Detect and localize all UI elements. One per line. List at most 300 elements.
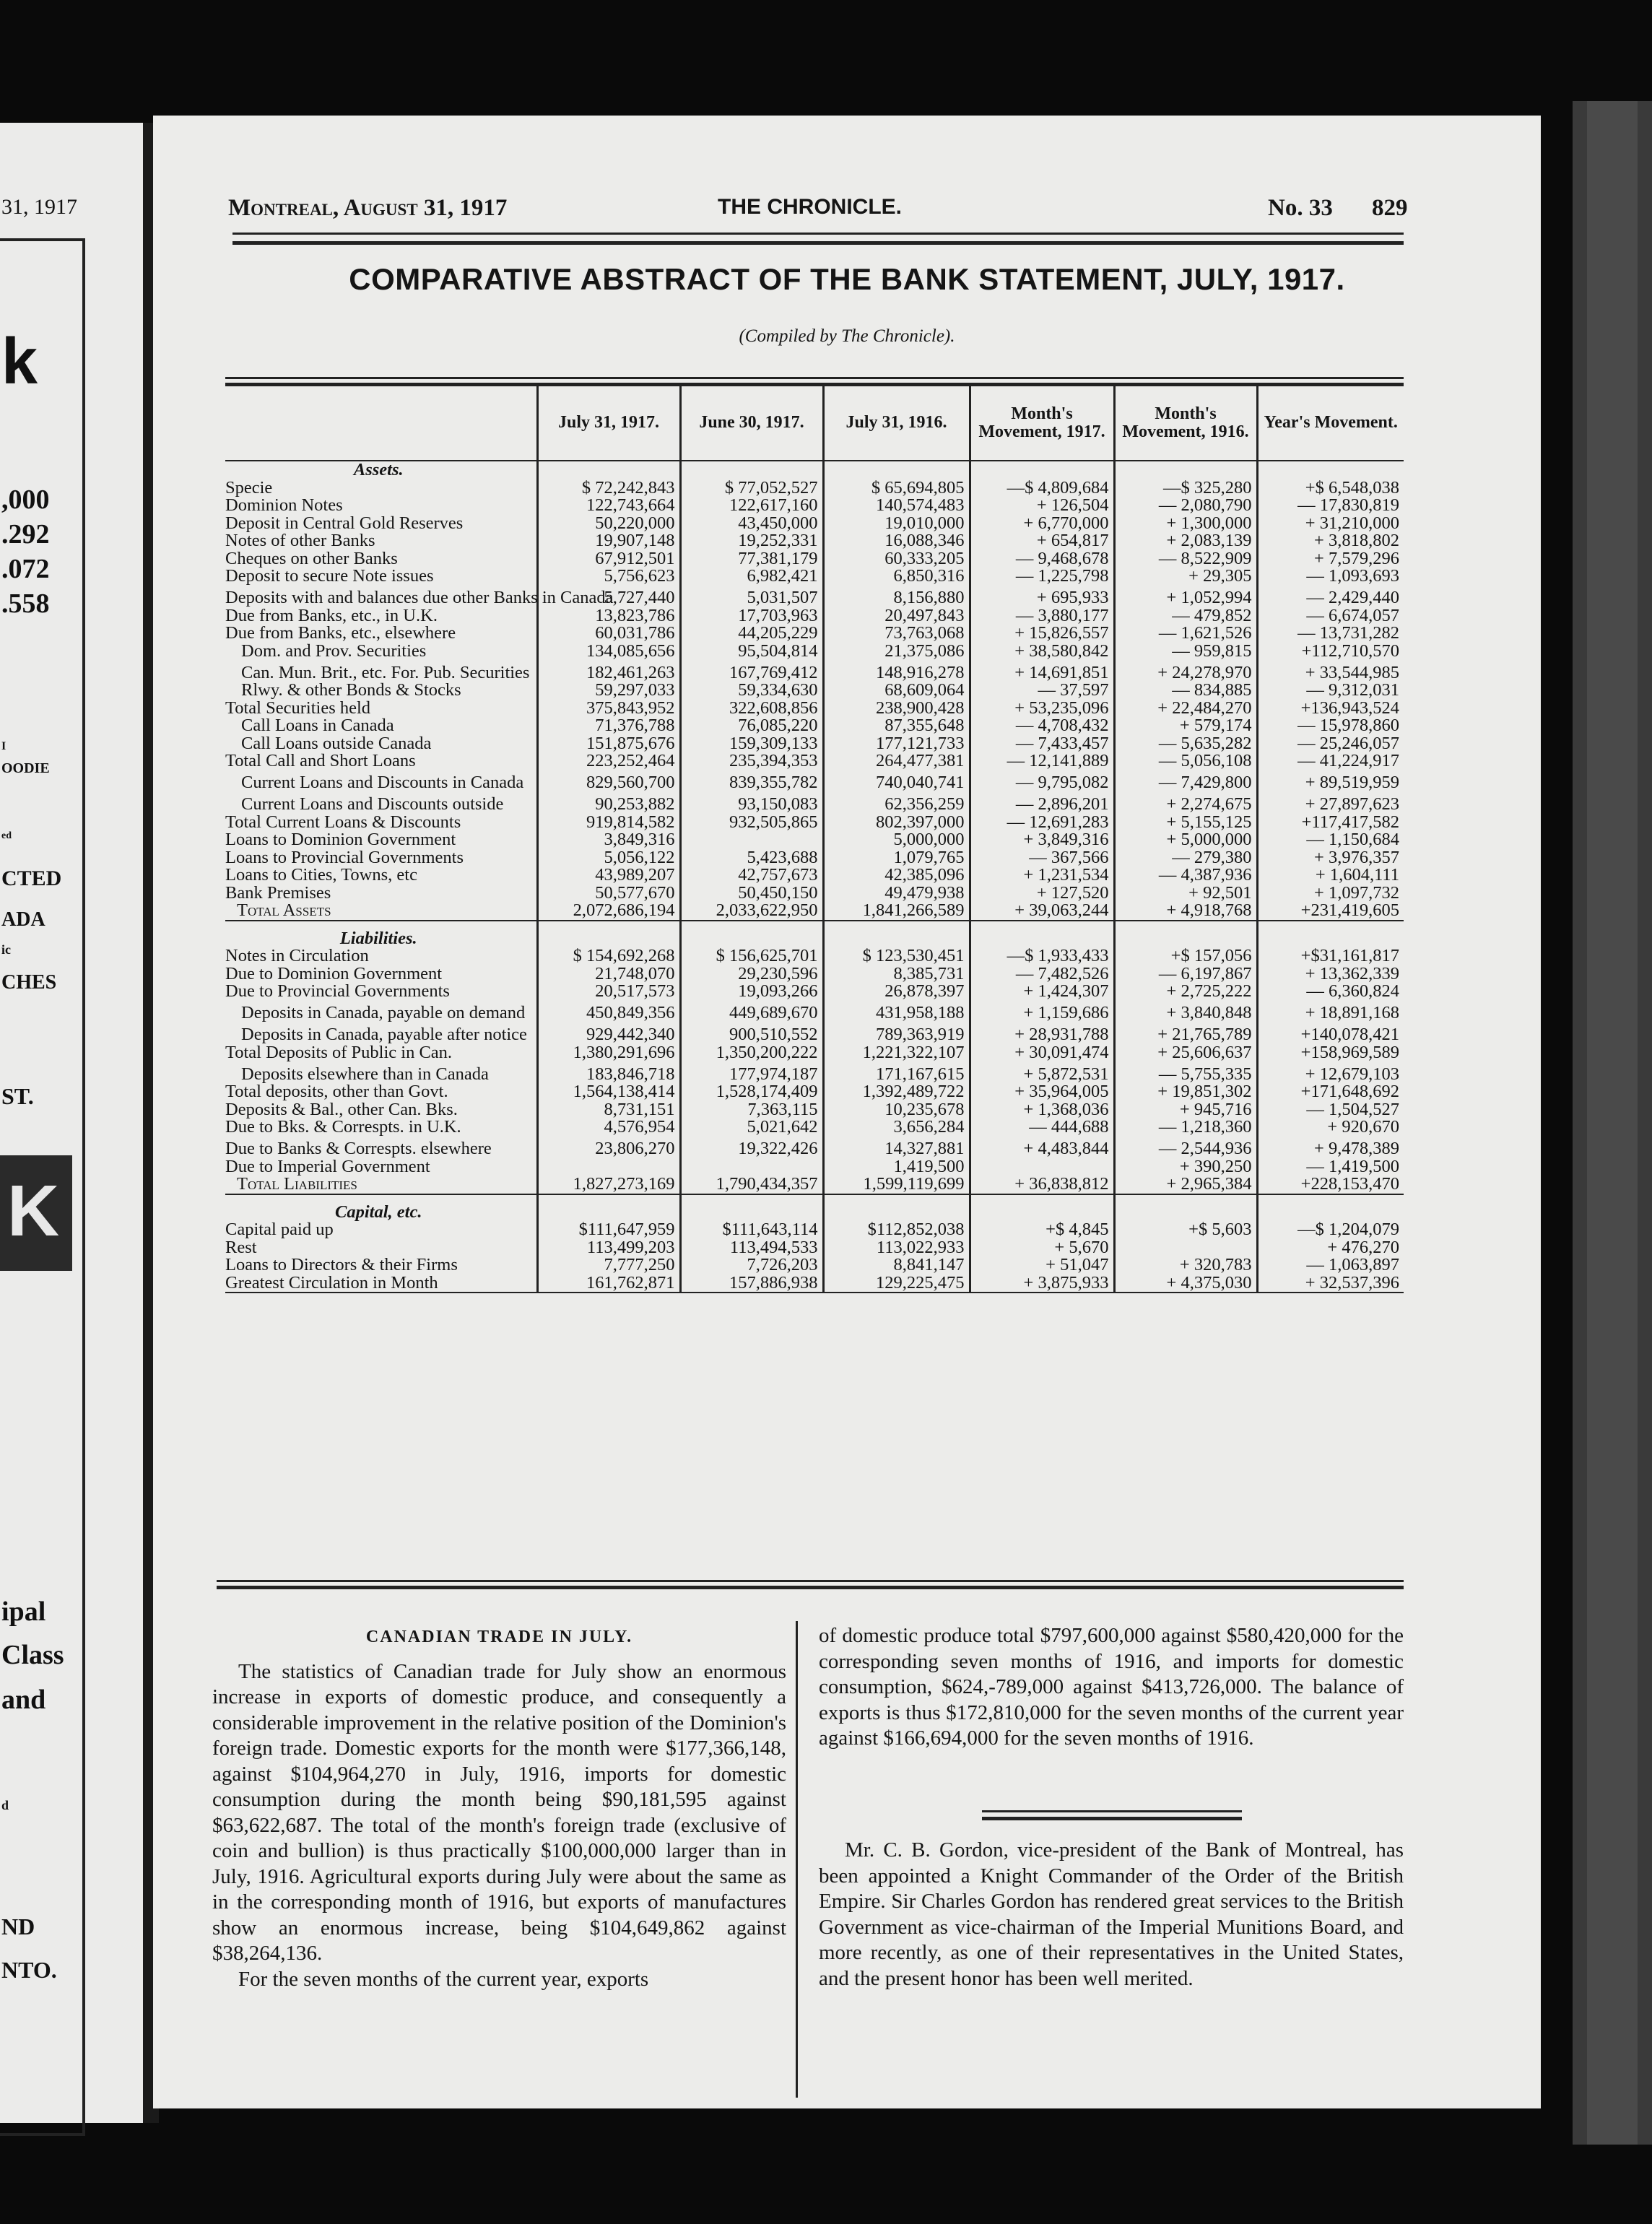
left-page-fragment: and [1,1685,46,1715]
table-cell: 161,762,871 [537,1274,680,1293]
table-cell: +$ 5,603 [1114,1221,1257,1239]
column-header: July 31, 1916. [823,386,970,461]
table-cell [823,921,970,930]
table-cell: 113,022,933 [823,1239,970,1257]
table-cell: 1,079,765 [823,849,970,867]
row-label: Loans to Dominion Government [225,830,456,849]
table-row [225,1001,1404,1022]
table-cell: — 25,246,057 [1257,735,1404,753]
table-cell: 159,309,133 [680,735,823,753]
table-row [225,947,1404,965]
table-cell: 95,504,814 [680,643,823,661]
table-row [225,1176,1404,1194]
table-cell: $ 123,530,451 [823,947,970,965]
table-cell: + 2,274,675 [1114,792,1257,814]
table-cell: — 2,080,790 [1114,497,1257,515]
table-cell: $112,852,038 [823,1221,970,1239]
left-page-fragment: ST. [1,1083,34,1109]
table-cell: + 35,964,005 [970,1083,1114,1101]
row-label: Due to Dominion Government [225,963,443,983]
left-page-fragment: .292 [1,519,50,550]
table-cell: 1,599,119,699 [823,1176,970,1194]
table-cell: — 1,093,693 [1257,568,1404,586]
table-cell: + 476,270 [1257,1239,1404,1257]
table-cell: —$ 325,280 [1114,479,1257,498]
table-cell: 1,841,266,589 [823,902,970,921]
table-cell: +228,153,470 [1257,1176,1404,1194]
table-row [225,1061,1404,1083]
table-cell: $ 154,692,268 [537,947,680,965]
row-label: Call Loans in Canada [241,716,394,735]
table-cell: 17,703,963 [680,607,823,625]
row-label: Greatest Circulation in Month [225,1274,537,1293]
table-cell: — 5,635,282 [1114,735,1257,753]
left-page-fragment: ND [1,1914,35,1940]
table-cell: 90,253,882 [537,792,680,814]
table-cell: + 2,083,139 [1114,532,1257,550]
table-cell: + 9,478,389 [1257,1137,1404,1158]
table-cell: + 6,770,000 [970,515,1114,533]
table-cell: 122,617,160 [680,497,823,515]
left-page-fragment: ed [1,830,12,841]
table-cell: 919,814,582 [537,814,680,832]
table-cell: — 17,830,819 [1257,497,1404,515]
row-label: Total Assets [225,902,537,921]
table-cell: — 959,815 [1114,643,1257,661]
table-cell [680,1204,823,1222]
table-cell: +231,419,605 [1257,902,1404,921]
table-cell [823,1194,970,1204]
row-label: Capital paid up [225,1220,334,1239]
column-header: June 30, 1917. [680,386,823,461]
table-cell: 5,056,122 [537,849,680,867]
table-cell: + 5,872,531 [970,1061,1114,1083]
table-cell: + 4,483,844 [970,1137,1114,1158]
table-row [225,814,1404,832]
table-cell [970,921,1114,930]
table-cell: — 8,522,909 [1114,550,1257,568]
table-cell: 740,040,741 [823,770,970,792]
table-cell: + 695,933 [970,586,1114,607]
table-cell: 140,574,483 [823,497,970,515]
table-row [225,717,1404,735]
table-cell: — 279,380 [1114,849,1257,867]
table-cell: 7,363,115 [680,1101,823,1119]
table-cell: — 4,387,936 [1114,866,1257,885]
table-cell [970,930,1114,948]
table-cell: — 479,852 [1114,607,1257,625]
header-page-number: 829 [1372,195,1408,221]
row-label: Deposits with and balances due other Banks in Canada [225,588,614,607]
left-page-fragment: Class [1,1640,64,1670]
table-cell: 148,916,278 [823,660,970,682]
table-cell: 932,505,865 [680,814,823,832]
table-row [225,1101,1404,1119]
row-label: Due to Banks & Correspts. elsewhere [225,1139,492,1158]
table-cell: + 21,765,789 [1114,1022,1257,1044]
table-cell: 1,827,273,169 [537,1176,680,1194]
section-heading: Liabilities. [339,928,417,948]
table-cell: 3,656,284 [823,1118,970,1137]
row-label: Dom. and Prov. Securities [241,640,427,661]
left-page-fragment: I [1,740,6,752]
table-cell: + 1,368,036 [970,1101,1114,1119]
trade-article [212,1625,786,1992]
table-cell: — 1,621,526 [1114,625,1257,643]
table-row [225,682,1404,700]
table-row [225,700,1404,718]
table-cell: 1,221,322,107 [823,1044,970,1062]
row-label: Notes of other Banks [225,531,375,550]
gordon-article-paragraph: Mr. C. B. Gordon, vice-president of the Bank of Montreal, has been appointed a Knight Commander of the Order of the British Empire. Sir Charles Gordon has rendered great services to the British Government as vice-chairman of the Imperial Munitions Board, and more recently, as one of their representatives in the United States, and the present honor has been well merited. [819,1838,1404,1990]
table-cell: 151,875,676 [537,735,680,753]
table-row [225,625,1404,643]
table-cell: — 6,674,057 [1257,607,1404,625]
row-label: Loans to Cities, Towns, etc [225,865,417,885]
row-label: Total Securities held [225,698,371,718]
left-page-fragment: ADA [1,908,45,931]
table-cell: — 6,197,867 [1114,965,1257,983]
table-cell: + 14,691,851 [970,660,1114,682]
left-page-fragment: d [1,1798,9,1812]
table-cell: — 9,795,082 [970,770,1114,792]
left-page-fragment [0,123,152,2123]
row-label: Can. Mun. Brit., etc. For. Pub. Securities [241,662,530,682]
table-cell [1257,461,1404,479]
table-cell: — 5,056,108 [1114,752,1257,770]
table-cell: 1,790,434,357 [680,1176,823,1194]
table-cell: + 127,520 [970,885,1114,903]
table-row [225,1137,1404,1158]
table-row [225,479,1404,498]
table-cell: — 5,755,335 [1114,1061,1257,1083]
section-row [225,1204,1404,1222]
table-cell: + 22,484,270 [1114,700,1257,718]
table-cell: 829,560,700 [537,770,680,792]
row-label: Total Call and Short Loans [225,751,416,770]
table-cell: 19,252,331 [680,532,823,550]
table-cell: —$ 1,933,433 [970,947,1114,965]
row-label: Loans to Provincial Governments [225,847,464,867]
table-cell: 19,010,000 [823,515,970,533]
row-label: Total Liabilities [225,1176,537,1194]
table-cell: 1,350,200,222 [680,1044,823,1062]
left-page-fragment: ipal [1,1597,46,1627]
table-cell: 77,381,179 [680,550,823,568]
table-cell: +112,710,570 [1257,643,1404,661]
table-cell: — 13,731,282 [1257,625,1404,643]
table-cell: 42,757,673 [680,866,823,885]
table-cell: + 4,918,768 [1114,902,1257,921]
left-page-fragment: k [1,326,38,398]
trade-article-paragraph: For the seven months of the current year, exports [238,1967,649,1991]
table-cell: — 1,063,897 [1257,1256,1404,1274]
table-row [225,586,1404,607]
table-cell: + 31,210,000 [1257,515,1404,533]
page-subtitle: (Compiled by The Chronicle). [739,326,955,346]
table-row [225,1158,1404,1176]
table-cell [537,921,680,930]
table-cell: 5,423,688 [680,849,823,867]
section-heading: Capital, etc. [335,1202,422,1222]
table-cell: 20,517,573 [537,983,680,1001]
table-cell: — 9,312,031 [1257,682,1404,700]
table-cell: + 3,849,316 [970,831,1114,849]
table-cell: + 579,174 [1114,717,1257,735]
table-cell [970,1194,1114,1204]
table-cell [823,461,970,479]
table-cell [1114,1239,1257,1257]
table-cell: — 2,544,936 [1114,1137,1257,1158]
table-row [225,660,1404,682]
table-cell [680,1194,823,1204]
table-cell: 87,355,648 [823,717,970,735]
table-cell [537,1204,680,1222]
table-cell: 13,823,786 [537,607,680,625]
table-cell [537,1158,680,1176]
row-label: Specie [225,477,273,498]
table-cell: 322,608,856 [680,700,823,718]
table-cell: + 390,250 [1114,1158,1257,1176]
table-cell: + 27,897,623 [1257,792,1404,814]
table-cell: $111,643,114 [680,1221,823,1239]
table-cell: — 1,419,500 [1257,1158,1404,1176]
table-cell: 5,756,623 [537,568,680,586]
table-cell: + 51,047 [970,1256,1114,1274]
table-cell: 171,167,615 [823,1061,970,1083]
table-cell: — 444,688 [970,1118,1114,1137]
table-row [225,1022,1404,1044]
table-cell: — 12,141,889 [970,752,1114,770]
table-cell: 8,731,151 [537,1101,680,1119]
table-row [225,1083,1404,1101]
table-cell: +$ 157,056 [1114,947,1257,965]
table-cell: 113,499,203 [537,1239,680,1257]
table-cell: 50,450,150 [680,885,823,903]
table-cell: 449,689,670 [680,1001,823,1022]
table-cell: 43,450,000 [680,515,823,533]
table-cell: 431,958,188 [823,1001,970,1022]
row-label: Cheques on other Banks [225,548,398,568]
table-cell: 8,156,880 [823,586,970,607]
table-cell [680,461,823,479]
column-header: Year's Movement. [1257,386,1404,461]
table-cell: 264,477,381 [823,752,970,770]
table-cell: 235,394,353 [680,752,823,770]
table-row [225,792,1404,814]
table-cell: 19,322,426 [680,1137,823,1158]
table-cell: — 6,360,824 [1257,983,1404,1001]
row-label: Deposit in Central Gold Reserves [225,513,464,533]
row-label: Bank Premises [225,882,331,903]
table-cell: 68,609,064 [823,682,970,700]
table-cell: 6,982,421 [680,568,823,586]
table-cell: + 1,097,732 [1257,885,1404,903]
table-cell: — 834,885 [1114,682,1257,700]
table-row [225,885,1404,903]
section-heading: Assets. [353,460,404,479]
table-cell: 375,843,952 [537,700,680,718]
table-cell: + 19,851,302 [1114,1083,1257,1101]
row-label: Dominion Notes [225,495,343,515]
row-label: Deposit to secure Note issues [225,566,434,586]
table-cell: 122,743,664 [537,497,680,515]
table-cell [1257,930,1404,948]
table-cell: +$31,161,817 [1257,947,1404,965]
table-cell [680,921,823,930]
table-cell: 3,849,316 [537,831,680,849]
table-cell: 10,235,678 [823,1101,970,1119]
table-cell: + 3,818,802 [1257,532,1404,550]
row-label: Deposits elsewhere than in Canada [241,1064,489,1084]
table-cell: — 1,225,798 [970,568,1114,586]
table-cell [823,1204,970,1222]
table-cell: 73,763,068 [823,625,970,643]
table-row [225,550,1404,568]
row-label: Deposits & Bal., other Can. Bks. [225,1099,458,1119]
table-cell [970,1204,1114,1222]
table-cell [680,831,823,849]
row-label: Deposits in Canada, payable after notice [241,1025,527,1044]
page [153,116,1541,2108]
table-cell: 900,510,552 [680,1022,823,1044]
table-cell: 42,385,096 [823,866,970,885]
bank-statement-table [225,386,1404,1293]
page-title: COMPARATIVE ABSTRACT OF THE BANK STATEMENT, JULY, 1917. [349,262,1345,296]
table-cell: 7,777,250 [537,1256,680,1274]
table-cell: — 367,566 [970,849,1114,867]
table-cell: + 1,159,686 [970,1001,1114,1022]
table-cell: 5,031,507 [680,586,823,607]
row-label: Rest [225,1237,257,1257]
table-cell: — 7,429,800 [1114,770,1257,792]
trade-article-paragraph: of domestic produce total $797,600,000 against $580,420,000 for the corresponding seven months of 1916, and imports for domestic consumption, $624,-789,000 against $413,726,000. The balance of exports is thus $172,810,000 for the seven months of the current year against $166,694,000 for the seven months of 1916. [819,1624,1404,1750]
left-page-date: 31, 1917 [1,195,77,219]
table-cell: — 3,880,177 [970,607,1114,625]
section-row [225,930,1404,948]
table-cell: + 53,235,096 [970,700,1114,718]
table-row [225,532,1404,550]
column-divider [796,1621,798,2098]
table-cell: 177,121,733 [823,735,970,753]
table-row [225,1274,1404,1293]
table-cell: 62,356,259 [823,792,970,814]
table-row [225,983,1404,1001]
table-cell: + 1,052,994 [1114,586,1257,607]
table-bottom-rule [217,1580,1404,1582]
table-cell: + 38,580,842 [970,643,1114,661]
row-label: Due to Bks. & Correspts. in U.K. [225,1117,461,1137]
header-rule [232,233,1404,235]
row-label: Deposits in Canada, payable on demand [241,1003,526,1022]
table-cell: 14,327,881 [823,1137,970,1158]
column-header: Month's Movement, 1916. [1114,386,1257,461]
table-cell: + 13,362,339 [1257,965,1404,983]
table-cell: 5,021,642 [680,1118,823,1137]
table-row [225,866,1404,885]
table-cell: 2,033,622,950 [680,902,823,921]
left-page-fragment: .558 [1,588,50,619]
table-cell: 16,088,346 [823,532,970,550]
table-cell: 8,841,147 [823,1256,970,1274]
table-cell: + 12,679,103 [1257,1061,1404,1083]
table-cell: 5,000,000 [823,831,970,849]
table-cell: 238,900,428 [823,700,970,718]
table-cell [1257,1204,1404,1222]
table-cell: 5,727,440 [537,586,680,607]
table-cell [680,930,823,948]
table-cell: +$ 4,845 [970,1221,1114,1239]
left-page-fragment: OODIE [1,760,50,776]
table-cell: 67,912,501 [537,550,680,568]
table-cell: — 4,708,432 [970,717,1114,735]
table-cell: +117,417,582 [1257,814,1404,832]
table-cell: — 2,896,201 [970,792,1114,814]
row-label: Due from Banks, etc., in U.K. [225,605,438,625]
header-publication: THE CHRONICLE. [718,195,902,219]
table-cell: 1,419,500 [823,1158,970,1176]
table-cell: +140,078,421 [1257,1022,1404,1044]
table-cell: $111,647,959 [537,1221,680,1239]
table-cell: 7,726,203 [680,1256,823,1274]
table-cell: + 945,716 [1114,1101,1257,1119]
table-row [225,497,1404,515]
table-cell: — 7,482,526 [970,965,1114,983]
table-cell: — 2,429,440 [1257,586,1404,607]
table-cell: + 2,965,384 [1114,1176,1257,1194]
left-page-fragment: ic [1,942,11,957]
table-cell [823,930,970,948]
table-cell: $ 156,625,701 [680,947,823,965]
table-row [225,1239,1404,1257]
table-cell: + 126,504 [970,497,1114,515]
table-cell: 4,576,954 [537,1118,680,1137]
gordon-article [819,1838,1404,1991]
table-cell: + 15,826,557 [970,625,1114,643]
left-page-fragment: CTED [1,866,62,890]
table-cell: 129,225,475 [823,1274,970,1293]
table-row [225,849,1404,867]
table-cell: 43,989,207 [537,866,680,885]
table-cell: 789,363,919 [823,1022,970,1044]
table-row [225,607,1404,625]
table-cell: + 654,817 [970,532,1114,550]
table-cell: 44,205,229 [680,625,823,643]
table-cell: 450,849,356 [537,1001,680,1022]
table-cell: 1,392,489,722 [823,1083,970,1101]
table-cell: 59,297,033 [537,682,680,700]
table-cell: — 7,433,457 [970,735,1114,753]
table-row [225,831,1404,849]
table-cell [970,1158,1114,1176]
table-cell: + 1,424,307 [970,983,1114,1001]
table-cell: +158,969,589 [1257,1044,1404,1062]
table-cell: 929,442,340 [537,1022,680,1044]
table-cell: + 5,670 [970,1239,1114,1257]
table-cell: + 4,375,030 [1114,1274,1257,1293]
table-row [225,568,1404,586]
table-cell: + 29,305 [1114,568,1257,586]
table-row [225,1044,1404,1062]
table-cell: 2,072,686,194 [537,902,680,921]
table-cell: + 1,231,534 [970,866,1114,885]
row-label: Loans to Directors & their Firms [225,1255,458,1274]
section-divider [982,1810,1242,1812]
column-header: July 31, 1917. [537,386,680,461]
table-cell: — 41,224,917 [1257,752,1404,770]
column-header: Month's Movement, 1917. [970,386,1114,461]
table-cell: $ 77,052,527 [680,479,823,498]
